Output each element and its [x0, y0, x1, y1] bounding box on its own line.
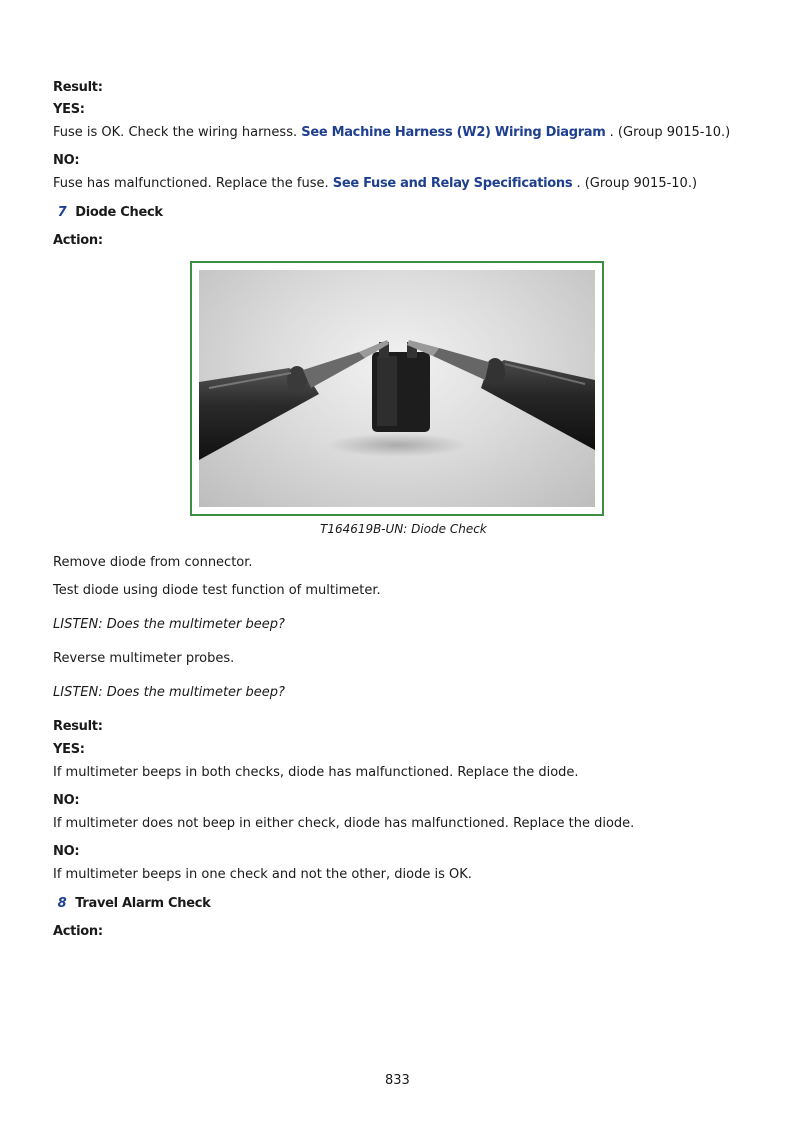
- step7-action-label: Action:: [53, 233, 103, 248]
- step7-yes-label: YES:: [53, 742, 85, 757]
- no-label: NO:: [53, 153, 80, 168]
- step7-no2-label: NO:: [53, 844, 80, 859]
- step8-heading: [53, 896, 210, 911]
- no-line: [53, 176, 697, 191]
- step7-number: 7: [57, 205, 67, 220]
- step8-action-label: Action:: [53, 924, 103, 939]
- listen-prompt-1: LISTEN: Does the multimeter beep?: [53, 617, 285, 632]
- diode-check-photo: [199, 270, 595, 507]
- instruction-test-diode: Test diode using diode test function of multimeter.: [53, 583, 381, 598]
- figure-caption: T164619B-UN: Diode Check: [320, 522, 487, 536]
- step8-title: Travel Alarm Check: [75, 896, 211, 911]
- instruction-remove-diode: Remove diode from connector.: [53, 555, 253, 570]
- yes-suffix: . (Group 9015-10.): [609, 125, 731, 140]
- step7-result-label: Result:: [53, 719, 103, 734]
- page-number: 833: [385, 1073, 410, 1088]
- step7-heading: [53, 205, 163, 220]
- yes-text: Fuse is OK. Check the wiring harness.: [53, 125, 298, 140]
- step7-yes-text: If multimeter beeps in both checks, diode has malfunctioned. Replace the diode.: [53, 765, 579, 780]
- step7-no1-label: NO:: [53, 793, 80, 808]
- machine-harness-wiring-link[interactable]: See Machine Harness (W2) Wiring Diagram: [301, 125, 606, 140]
- step8-number: 8: [57, 896, 67, 911]
- fuse-relay-specifications-link[interactable]: See Fuse and Relay Specifications: [332, 176, 573, 191]
- yes-label: YES:: [53, 102, 85, 117]
- listen-prompt-2: LISTEN: Does the multimeter beep?: [53, 685, 285, 700]
- no-suffix: . (Group 9015-10.): [576, 176, 698, 191]
- yes-line: [53, 125, 730, 140]
- result-label: Result:: [53, 80, 103, 95]
- no-text: Fuse has malfunctioned. Replace the fuse.: [53, 176, 329, 191]
- diode-probes-illustration: [199, 270, 595, 507]
- instruction-reverse-probes: Reverse multimeter probes.: [53, 651, 235, 666]
- step7-no1-text: If multimeter does not beep in either check, diode has malfunctioned. Replace the diode.: [53, 816, 635, 831]
- step7-no2-text: If multimeter beeps in one check and not the other, diode is OK.: [53, 867, 472, 882]
- step7-title: Diode Check: [75, 205, 163, 220]
- diode-check-figure: [190, 261, 604, 516]
